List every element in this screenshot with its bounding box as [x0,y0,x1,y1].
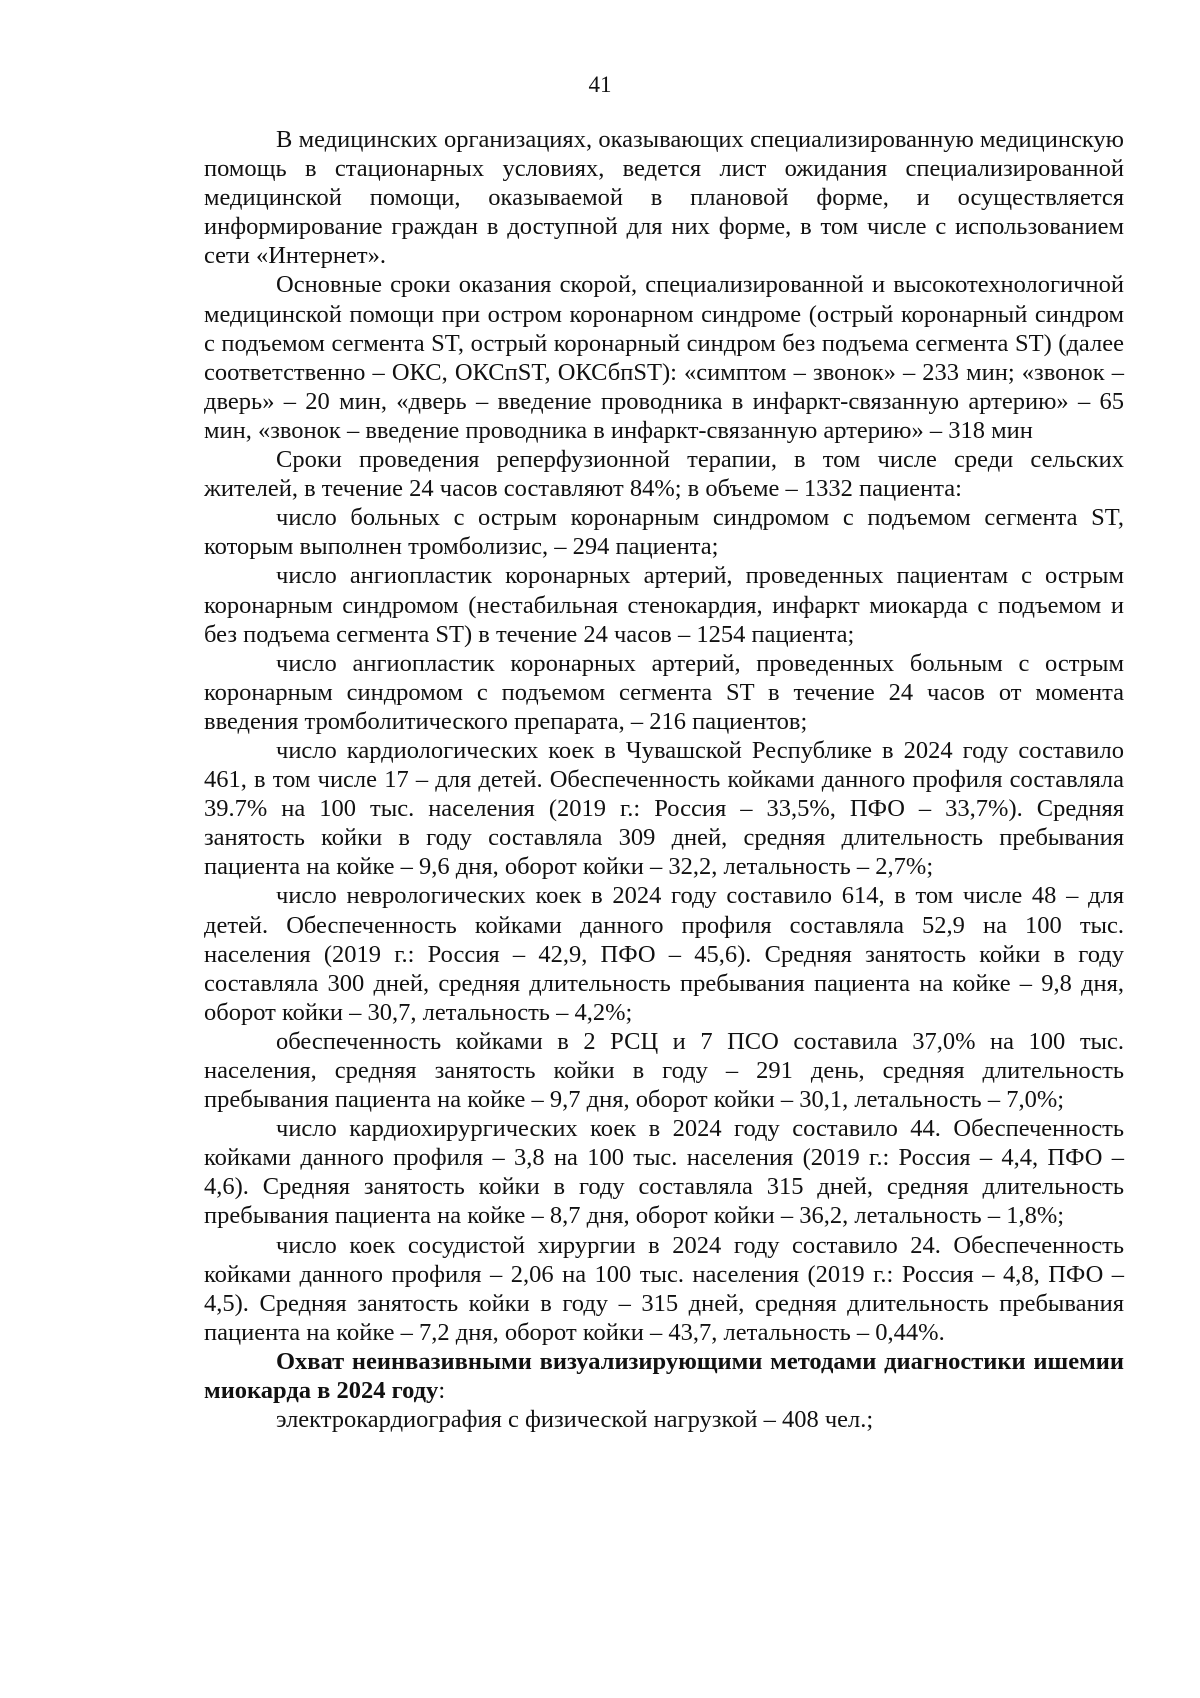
document-body [204,125,1124,1434]
list-item-cardiac-surgery-beds: число кардиохирургических коек в 2024 году составило 44. Обеспеченность койками данного профиля – 3,8 на 100 тыс. населения (2019 г.: Россия – 4,4, ПФО – 4,6). Средняя занятость койки в году составляла 315 дней, средняя длительность пребывания пациента на койке – 8,7 дня, оборот койки – 36,2, летальность – 1,8%; [204,1115,1124,1230]
list-item-stress-ecg: электрокардиография с физической нагрузкой – 408 чел.; [276,1406,874,1434]
section-heading [204,1347,1124,1405]
list-item-cardiology-beds: число кардиологических коек в Чувашской Республике в 2024 году составило 461, в том числе 17 – для детей. Обеспеченность койками данного профиля составляла 39.7% на 100 тыс. населения (2019 г.: Россия – 33,5%, ПФО – 33,7%). Средняя занятость койки в году составляла 309 дней, средняя длительность пребывания пациента на койке – 9,6 дня, оборот койки – 32,2, летальность – 2,7%; [204,736,1124,881]
section-heading-bold: Охват неинвазивными визуализирующими методами диагностики ишемии миокарда в 2024 году [204,1347,1124,1405]
list-item-neurology-beds: число неврологических коек в 2024 году составило 614, в том числе 48 – для детей. Обеспеченность койками данного профиля составляла 52,9 на 100 тыс. населения (2019 г.: Россия – 42,9, ПФО – 45,6). Средняя занятость койки в году составляла 300 дней, средняя длительность пребывания пациента на койке – 9,8 дня, оборот койки – 30,7, летальность – 4,2%; [204,882,1124,1026]
list-item-angioplasty-acs: число ангиопластик коронарных артерий, проведенных пациентам с острым коронарным синдромом (нестабильная стенокардия, инфаркт миокарда с подъемом и без подъема сегмента ST) в течение 24 часов – 1254 пациента; [204,562,1124,648]
list-item-angioplasty-after-thrombolysis: число ангиопластик коронарных артерий, проведенных больным с острым коронарным синдромом с подъемом сегмента ST в течение 24 часов от момента введения тромболитического препарата, – 216 пациентов; [204,649,1124,735]
paragraph-reperfusion-therapy: Сроки проведения реперфузионной терапии, в том числе среди сельских жителей, в течение 24 часов составляют 84%; в объеме – 1332 пациента: [204,446,1124,503]
page-number: 41 [588,72,612,97]
list-item-vascular-surgery-beds: число коек сосудистой хирургии в 2024 году составило 24. Обеспеченность койками данного профиля – 2,06 на 100 тыс. населения (2019 г.: Россия – 4,8, ПФО – 4,5). Средняя занятость койки в году – 315 дней, средняя длительность пребывания пациента на койке – 7,2 дня, оборот койки – 43,7, летальность – 0,44%. [204,1231,1124,1346]
list-item-rsc-pso-beds: обеспеченность койками в 2 РСЦ и 7 ПСО составила 37,0% на 100 тыс. населения, средняя занятость койки в году – 291 день, средняя длительность пребывания пациента на койке – 9,7 дня, оборот койки – 30,1, летальность – 7,0%; [204,1027,1124,1114]
paragraph-waiting-list: В медицинских организациях, оказывающих специализированную медицинскую помощь в стационарных условиях, ведется лист ожидания специализированной медицинской помощи, оказываемой в плановой форме, и осуществляется информирование граждан в доступной для них форме, в том числе с использованием сети «Интернет». [204,126,1124,270]
paragraph-acs-timelines: Основные сроки оказания скорой, специализированной и высокотехнологичной медицинской помощи при остром коронарном синдроме (острый коронарный синдром с подъемом сегмента ST, острый коронарный синдром без подъема сегмента ST) (далее соответственно – ОКС, ОКСпST, ОКСбпST): «симптом – звонок» – 233 мин; «звонок – дверь» – 20 мин, «дверь – введение проводника в инфаркт-связанную артерию» – 65 мин, «звонок – введение проводника в инфаркт-связанную артерию» – 318 мин [204,271,1124,444]
list-item-thrombolysis: число больных с острым коронарным синдромом с подъемом сегмента ST, которым выполнен тромболизис, – 294 пациента; [204,504,1124,561]
section-heading-suffix: : [438,1377,446,1405]
